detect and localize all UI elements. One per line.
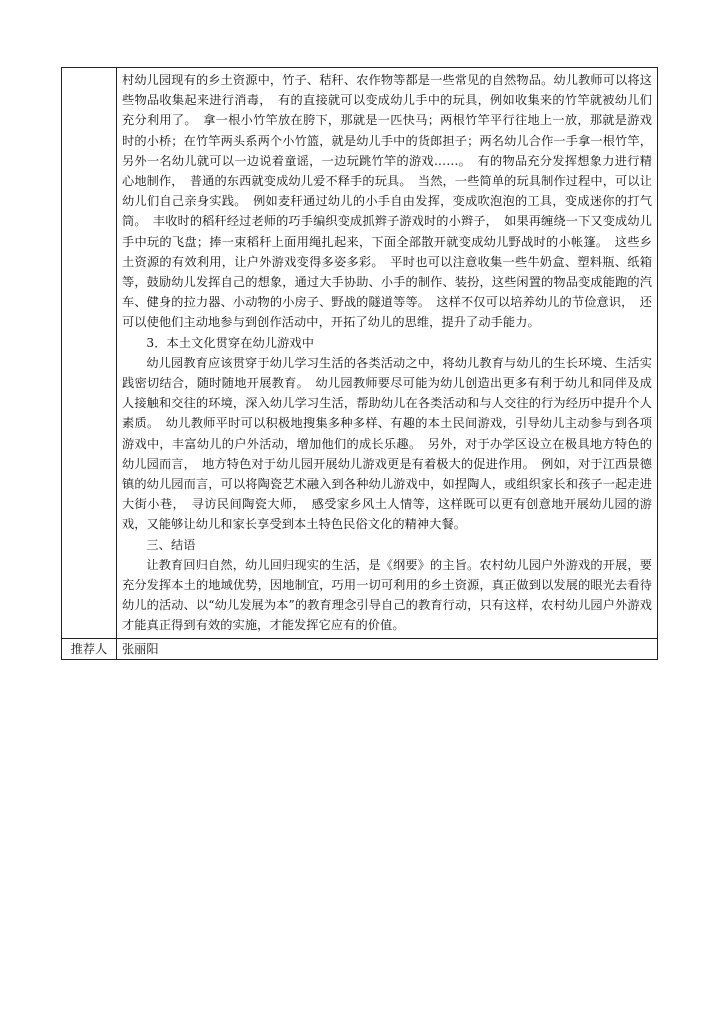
section-heading-local-culture: 3．本土文化贯穿在幼儿游戏中 bbox=[146, 335, 314, 350]
paragraph-local-culture: 幼儿园教育应该贯穿于幼儿学习生活的各类活动之中，将幼儿教育与幼儿的生长环境、生活实践密切结合，随时随地开展教育。 幼儿园教师要尽可能为幼儿创造出更多有利于幼儿和同伴及成人接触和交往的环境，深入幼儿学习生活，帮助幼儿在各类活动和与人交往的行为经历中提升个人素质。 幼儿教师平时可以积极地搜集多种多样、有趣的本土民间游戏，引导幼儿主动参与到各项游戏中，丰富幼儿的户外活动，增加他们的成长乐趣。 另外，对于办学区设立在极具地方特色的幼儿园而言， 地方特色对于幼儿园开展幼儿游戏更是有着极大的促进作用。 例如，对于江西景德镇的幼儿园而言，可以将陶瓷艺术融入到各种幼儿游戏中，如捏陶人，或组织家长和孩子一起走进大街小巷， 寻访民间陶瓷大师， 感受家乡风土人情等，这样既可以更有创意地开展幼儿园的游戏，又能够让幼儿和家长享受到本土特色民俗文化的精神大餐。 bbox=[122, 355, 652, 532]
recommender-label: 推荐人 bbox=[62, 638, 117, 659]
paragraph-conclusion: 让教育回归自然，幼儿回归现实的生活，是《纲要》的主旨。农村幼儿园户外游戏的开展，要充分发挥本土的地域优势，因地制宜，巧用一切可利用的乡土资源，真正做到以发展的眼光去看待幼儿的活动、以“幼儿发展为本”的教育理念引导自己的教育行动，只有这样，农村幼儿园户外游戏才能真正得到有效的实施，才能发挥它应有的价值。 bbox=[122, 557, 652, 633]
content-row bbox=[62, 68, 658, 639]
document-table bbox=[61, 67, 658, 660]
paragraph-local-resources: 村幼儿园现有的乡土资源中，竹子、秸秆、农作物等都是一些常见的自然物品。幼儿教师可以将这些物品收集起来进行消毒， 有的直接就可以变成幼儿手中的玩具，例如收集来的竹竿就被幼儿们充分利用了。 拿一根小竹竿放在胯下，那就是一匹快马；两根竹竿平行往地上一放，那就是游戏时的小桥；在竹竿两头系两个小竹篮，就是幼儿手中的货郎担子；两名幼儿合作一手拿一根竹竿，另外一名幼儿就可以一边说着童谣，一边玩跳竹竿的游戏……。 有的物品充分发挥想象力进行精心地制作， 普通的东西就变成幼儿爱不释手的玩具。 当然，一些简单的玩具制作过程中，可以让幼儿们自己亲身实践。 例如麦秆通过幼儿的小手自由发挥，变成吹泡泡的工具，变成迷你的打气筒。 丰收时的稻秆经过老师的巧手编织变成抓辫子游戏时的小辫子， 如果再缠绕一下又变成幼儿手中玩的飞盘；捧一束稻秆上面用绳扎起来，下面全部散开就变成幼儿野战时的小帐篷。 这些乡土资源的有效利用，让户外游戏变得多姿多彩。 平时也可以注意收集一些牛奶盒、塑料瓶、纸箱等，鼓励幼儿发挥自己的想象，通过大手协助、小手的制作、装扮，这些闲置的物品变成能跑的汽车、健身的拉力器、小动物的小房子、野战的隧道等等。 这样不仅可以培养幼儿的节俭意识， 还可以使他们主动地参与到创作活动中，开拓了幼儿的思维，提升了动手能力。 bbox=[122, 73, 652, 330]
content-cell bbox=[117, 68, 658, 639]
section-heading-conclusion: 三、结语 bbox=[146, 537, 196, 552]
recommender-name: 张丽阳 bbox=[117, 638, 658, 659]
empty-label-cell bbox=[62, 68, 117, 639]
recommender-row bbox=[62, 638, 658, 659]
